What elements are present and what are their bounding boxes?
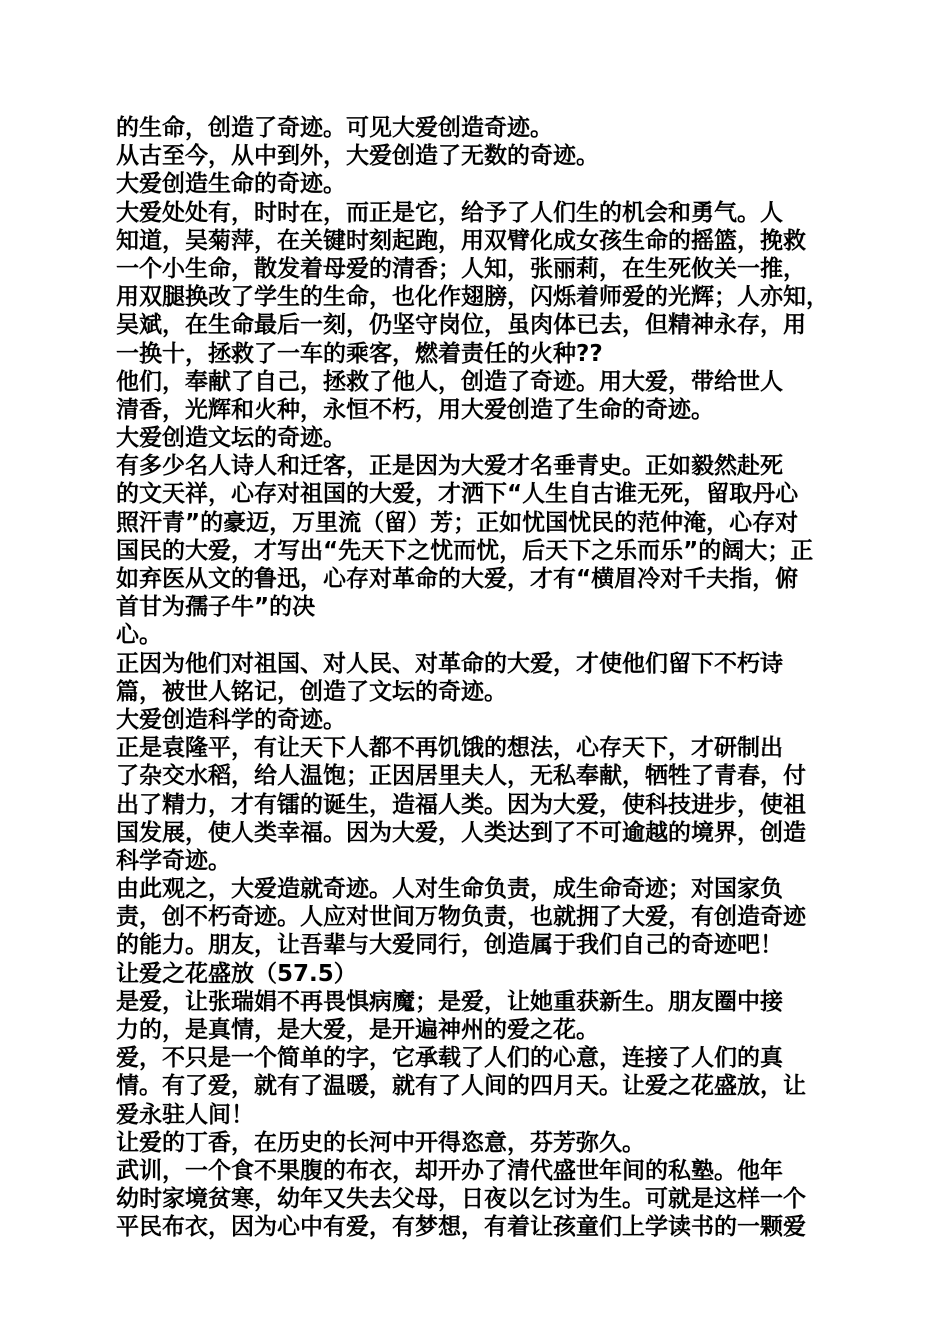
text-line: 如弃医从文的鲁迅，心存对革命的大爱，才有“横眉冷对千夫指，俯 <box>116 566 799 592</box>
text-line: 平民布衣，因为心中有爱，有梦想，有着让孩童们上学读书的一颗爱 <box>116 1214 806 1241</box>
text-line: 的生命，创造了奇迹。可见大爱创造奇迹。 <box>116 115 553 141</box>
text-line: 一换十，拯救了一车的乘客，燃着责任的火种?? <box>116 340 603 367</box>
text-line: 武训，一个食不果腹的布衣，却开办了清代盛世年间的私塾。他年 <box>116 1157 783 1184</box>
text-line: 爱永驻人间！ <box>116 1101 254 1128</box>
text-line: 照汗青”的豪迈，万里流（留）芳；正如忧国忧民的范仲淹，心存对 <box>116 509 799 536</box>
text-line: 科学奇迹。 <box>116 847 231 874</box>
text-line: 幼时家境贫寒，幼年又失去父母，日夜以乞讨为生。可就是这样一个 <box>116 1186 806 1213</box>
text-line: 了杂交水稻，给人温饱；正因居里夫人，无私奉献，牺牲了青春，付 <box>116 763 806 790</box>
text-line: 正因为他们对祖国、对人民、对革命的大爱，才使他们留下不朽诗 <box>116 650 783 677</box>
text-line: 爱，不只是一个简单的字，它承载了人们的心意，连接了人们的真 <box>116 1045 783 1072</box>
text-line: 一个小生命，散发着母爱的清香；人知，张丽莉，在生死攸关一推， <box>116 255 806 282</box>
text-line: 用双腿换改了学生的生命，也化作翅膀，闪烁着师爱的光辉；人亦知， <box>116 284 829 311</box>
section-heading: 大爱创造文坛的奇迹。 <box>116 425 346 452</box>
text-line: 国发展，使人类幸福。因为大爱，人类达到了不可逾越的境界，创造 <box>116 819 806 846</box>
text-line: 他们，奉献了自己，拯救了他人，创造了奇迹。用大爱，带给世人 <box>116 368 783 395</box>
text-line: 力的，是真情，是大爱，是开遍神州的爱之花。 <box>116 1017 599 1043</box>
text-line: 国民的大爱，才写出“先天下之忧而忧，后天下之乐而乐”的阔大；正 <box>116 537 814 564</box>
text-line: 出了精力，才有镭的诞生，造福人类。因为大爱，使科技进步，使祖 <box>116 791 806 818</box>
text-line: 知道，吴菊萍，在关键时刻起跑，用双臂化成女孩生命的摇篮，挽救 <box>116 227 806 254</box>
text-line: 责，创不朽奇迹。人应对世间万物负责，也就拥了大爱，有创造奇迹 <box>116 904 806 931</box>
essay-body-text <box>116 114 841 1242</box>
text-line: 心。 <box>116 622 162 649</box>
text-line: 是爱，让张瑞娟不再畏惧病魔；是爱，让她重获新生。朋友圈中接 <box>116 988 783 1015</box>
text-line: 让爱的丁香，在历史的长河中开得恣意，芬芳弥久。 <box>116 1129 645 1156</box>
text-line: 的文天祥，心存对祖国的大爱，才洒下“人生自古谁无死，留取丹心 <box>116 481 799 508</box>
text-line: 正是袁隆平，有让天下人都不再饥饿的想法，心存天下，才研制出 <box>116 735 783 762</box>
text-line: 从古至今，从中到外，大爱创造了无数的奇迹。 <box>116 143 599 170</box>
text-line: 首甘为孺子牛”的决 <box>116 594 316 621</box>
text-line: 大爱处处有，时时在，而正是它，给予了人们生的机会和勇气。人 <box>116 199 783 226</box>
text-line: 篇，被世人铭记，创造了文坛的奇迹。 <box>116 678 507 705</box>
text-line: 由此观之，大爱造就奇迹。人对生命负责，成生命奇迹；对国家负 <box>116 876 783 903</box>
essay-title: 让爱之花盛放（57.5） <box>116 960 357 987</box>
text-line: 有多少名人诗人和迁客，正是因为大爱才名垂青史。正如毅然赴死 <box>116 453 783 480</box>
text-line: 情。有了爱，就有了温暖，就有了人间的四月天。让爱之花盛放，让 <box>116 1073 806 1100</box>
section-heading: 大爱创造生命的奇迹。 <box>116 171 346 198</box>
text-line: 清香，光辉和火种，永恒不朽，用大爱创造了生命的奇迹。 <box>116 396 714 423</box>
text-line: 的能力。朋友，让吾辈与大爱同行，创造属于我们自己的奇迹吧！ <box>116 932 783 959</box>
section-heading: 大爱创造科学的奇迹。 <box>116 706 346 733</box>
text-line: 吴斌，在生命最后一刻，仍坚守岗位，虽肉体已去，但精神永存，用 <box>116 312 806 339</box>
